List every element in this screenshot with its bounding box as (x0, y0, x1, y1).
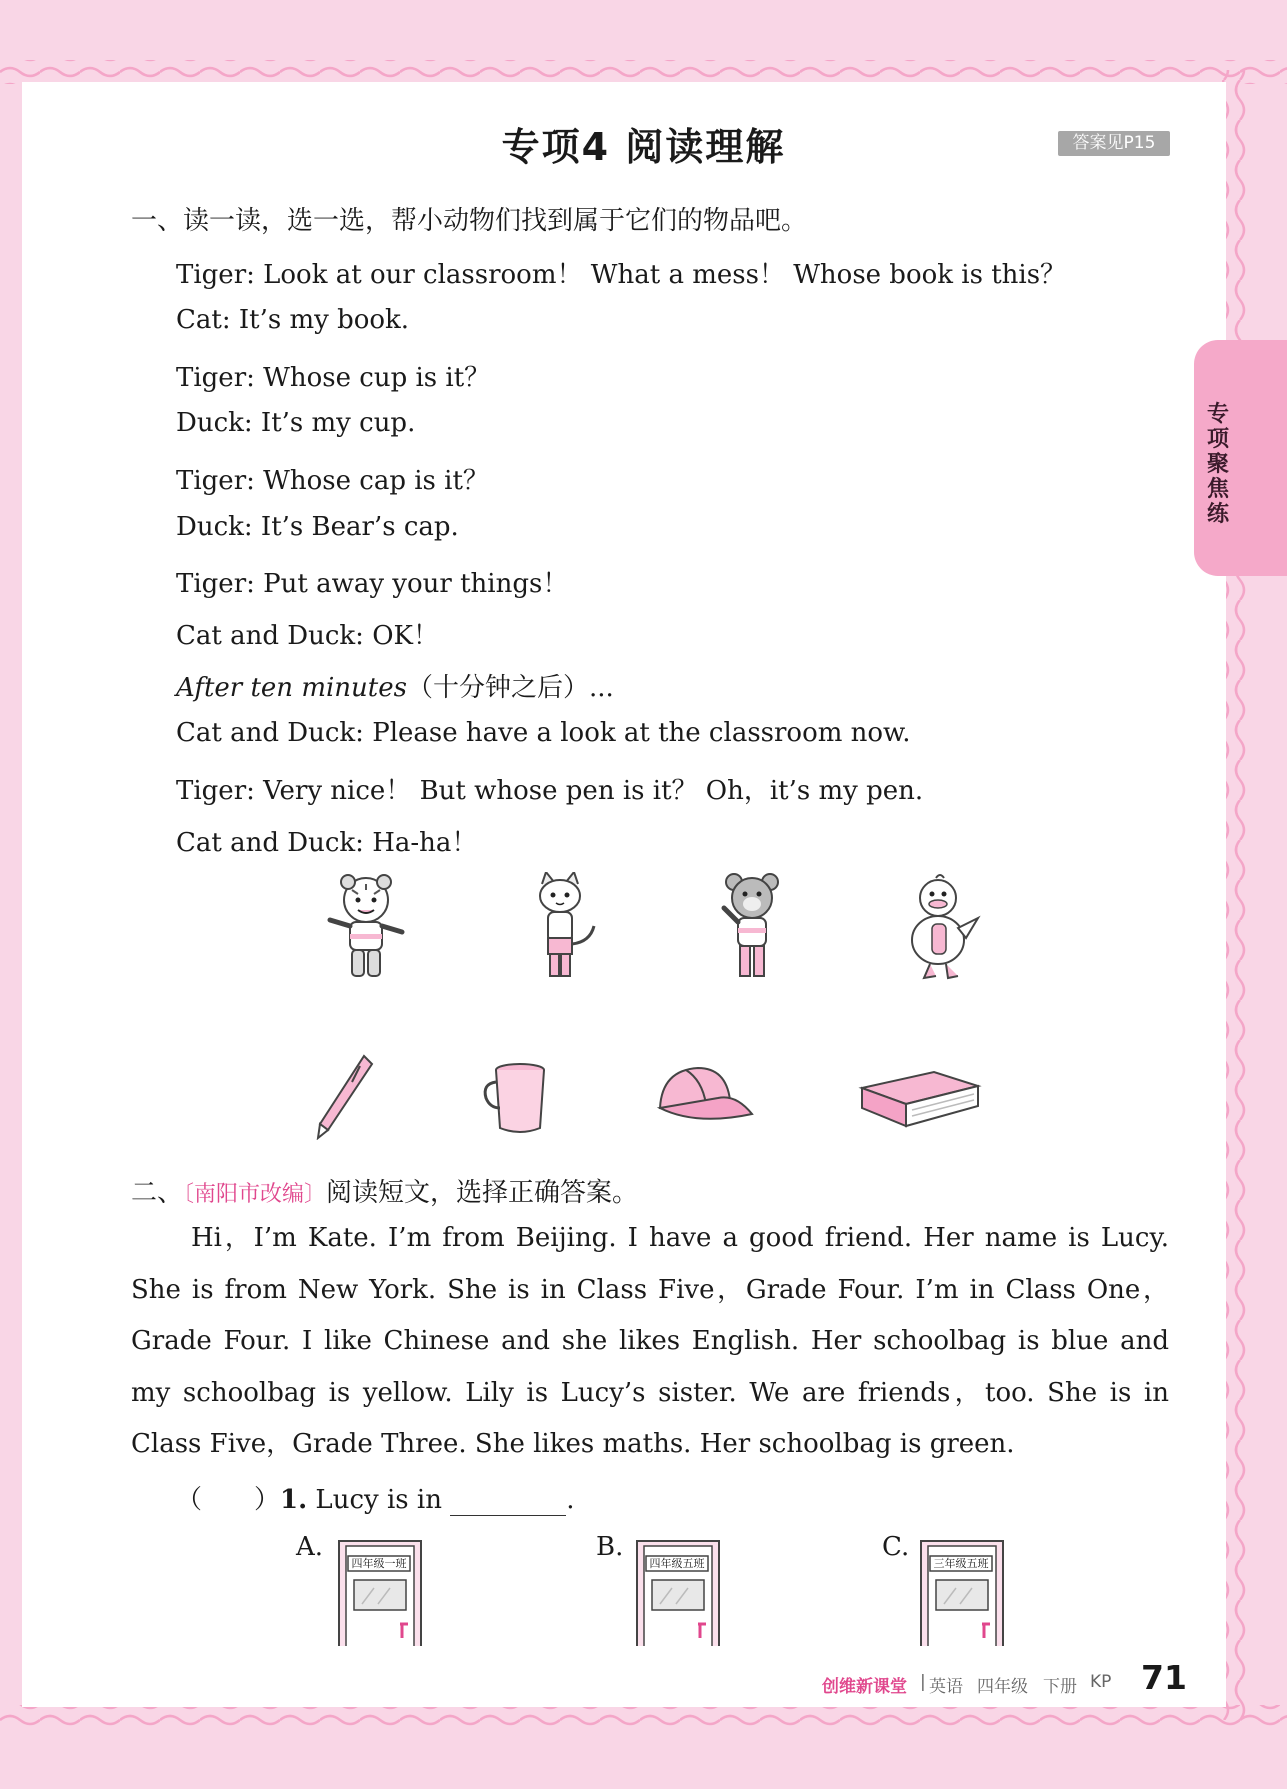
section2-title: 阅读短文，选择正确答案。 (326, 1178, 639, 1208)
narration-line (176, 667, 614, 704)
dialogue-line: Cat and Duck: Ha-ha！ (176, 828, 478, 858)
answer-blank (450, 1487, 566, 1516)
option-c-label: C. (882, 1532, 910, 1562)
section2-heading (131, 1172, 638, 1209)
narration-italic: After ten minutes (176, 673, 407, 703)
dialogue-line: Tiger: Very nice！ But whose pen is it？ Oh，it’s my pen. (176, 776, 924, 806)
footer-subject: 英语 (929, 1677, 963, 1697)
question-text: Lucy is in (307, 1485, 451, 1515)
bear-icon (712, 872, 792, 984)
door-icon (338, 1540, 422, 1646)
side-tab-label: 专项聚焦练 (1206, 402, 1229, 527)
question-1 (176, 1479, 574, 1516)
option-b-label: B. (596, 1532, 624, 1562)
page-title: 专项4 阅读理解 (501, 125, 786, 169)
footer-grade: 四年级 (977, 1677, 1028, 1697)
pen-icon (314, 1054, 376, 1140)
dialogue-line: Cat and Duck: OK！ (176, 621, 439, 651)
door-sign: 四年级一班 (351, 1557, 407, 1570)
source-tag: 〔南阳市改编〕 (183, 1182, 327, 1207)
book-icon (858, 1068, 982, 1130)
dialogue-line: Tiger: Whose cup is it？ (176, 363, 491, 393)
door-sign: 三年级五班 (933, 1557, 989, 1570)
option-b-door (636, 1540, 720, 1646)
dialogue-line: Duck: It’s my cup. (176, 408, 416, 438)
answer-paren: （ ） (176, 1485, 281, 1515)
footer-edition: KP (1090, 1672, 1112, 1692)
door-icon (636, 1540, 720, 1646)
cap-icon (656, 1064, 756, 1134)
page-number: 71 (1141, 1658, 1187, 1697)
cup-icon (482, 1062, 550, 1136)
door-sign: 四年级五班 (649, 1557, 705, 1570)
reading-passage: Hi，I’m Kate. I’m from Beijing. I have a good friend. Her name is Lucy. She is from New York. She is in Class Five，Grade Four. I’m in Class One，Grade Four. I like Chinese and she likes English. Her schoolbag is blue and my schoolbag is yellow. Lily is Lucy’s sister. We are friends，too. She is in Class Five，Grade Three. She likes maths. Her schoolbag is green. (131, 1223, 1169, 1459)
answer-reference-badge: 答案见P15 (1058, 131, 1170, 156)
dialogue-line: Tiger: Look at our classroom！ What a mess！ Whose book is this？ (176, 260, 1067, 290)
narration-note: （十分钟之后）... (406, 673, 614, 703)
door-icon (920, 1540, 1004, 1646)
cat-icon (524, 872, 596, 984)
section2-prefix: 二、 (131, 1178, 184, 1208)
footer-separator: | (920, 1672, 926, 1692)
dialogue-line: Cat and Duck: Please have a look at the classroom now. (176, 718, 911, 748)
footer-brand: 创维新课堂 (822, 1677, 907, 1697)
option-c-door (920, 1540, 1004, 1646)
question-end: . (566, 1485, 575, 1515)
dialogue-line: Duck: It’s Bear’s cap. (176, 512, 459, 542)
option-a-door (338, 1540, 422, 1646)
question-number: 1. (280, 1485, 308, 1515)
duck-icon (892, 872, 982, 984)
section1-heading: 一、读一读，选一选，帮小动物们找到属于它们的物品吧。 (131, 206, 808, 236)
option-a-label: A. (296, 1532, 324, 1562)
dialogue-line: Tiger: Put away your things！ (176, 569, 569, 599)
tiger-icon (318, 872, 414, 984)
footer-volume: 下册 (1043, 1677, 1077, 1697)
dialogue-line: Cat: It’s my book. (176, 305, 410, 335)
dialogue-line: Tiger: Whose cap is it？ (176, 466, 489, 496)
